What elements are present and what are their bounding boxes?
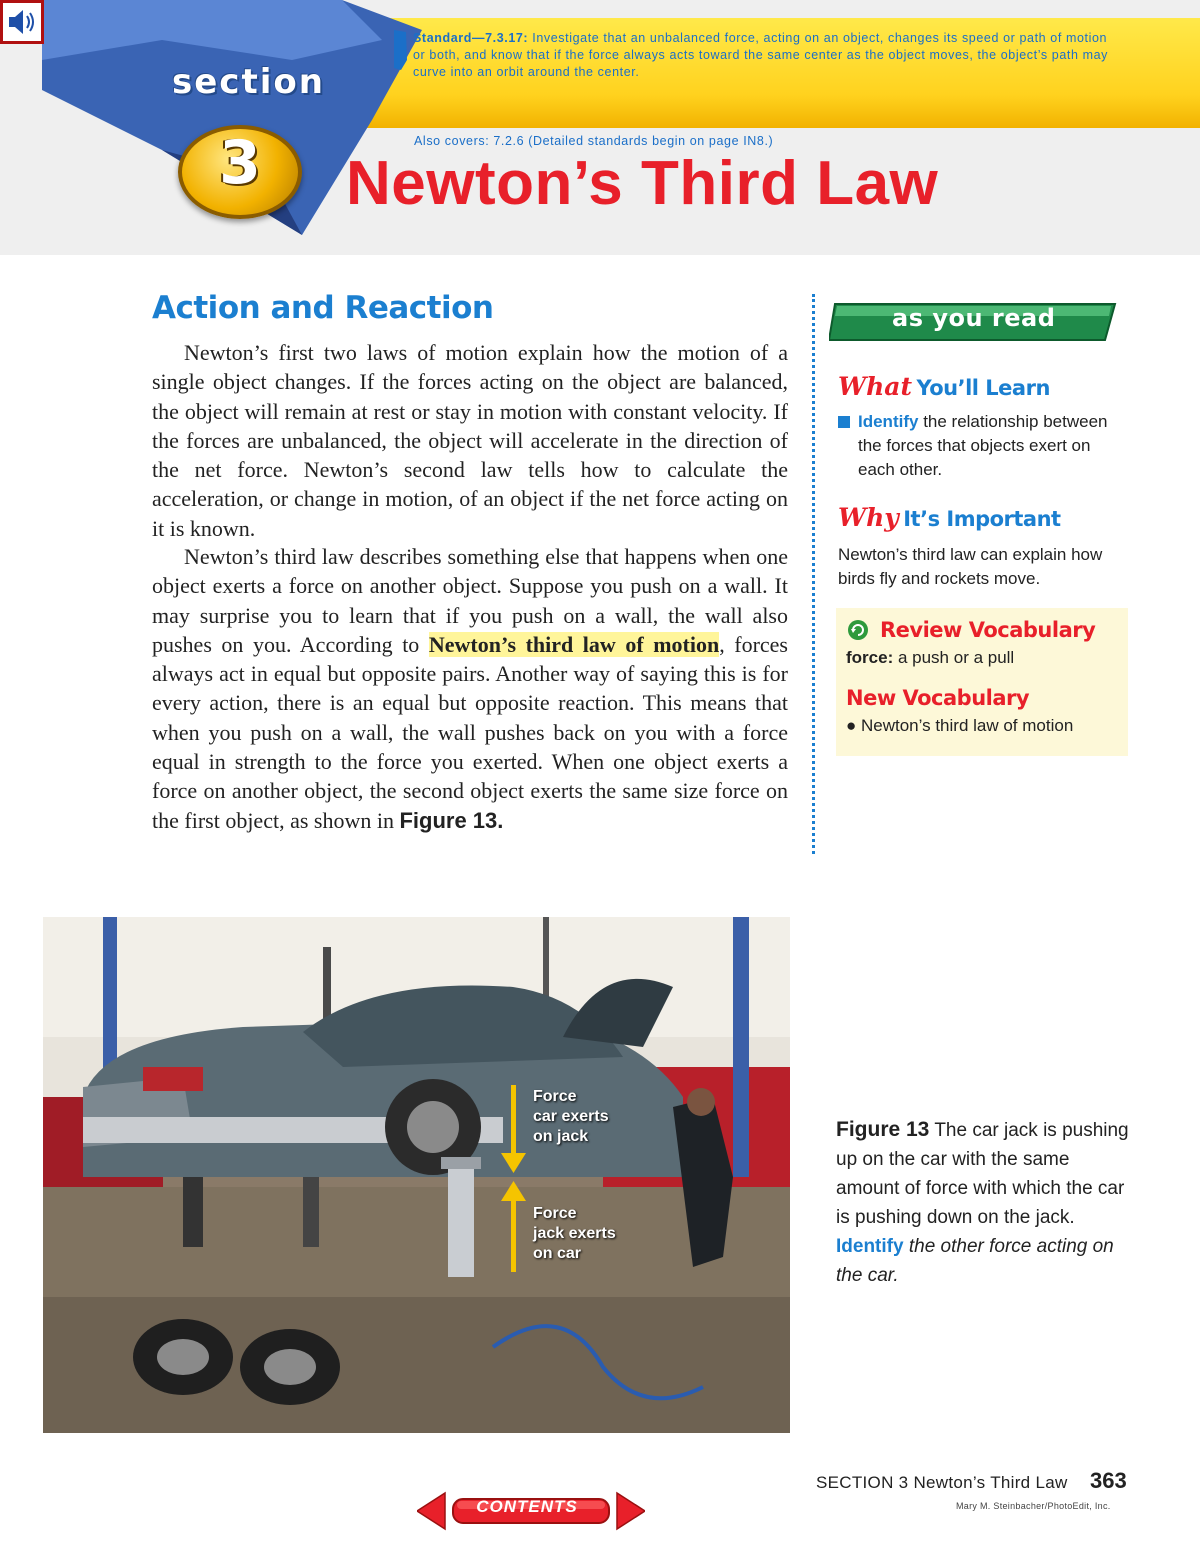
objective-text: the relationship between the forces that objects exert on each other.: [858, 412, 1108, 479]
caption-text: The car jack is pushing up on the car with the same amount of force with which the car is pushing down on the jack.: [836, 1120, 1129, 1228]
youll-learn-word: You’ll Learn: [916, 376, 1050, 400]
objective-verb: Identify: [858, 412, 919, 431]
footer-section-label: SECTION 3 Newton’s Third Law: [816, 1473, 1068, 1492]
new-vocabulary-item[interactable]: ● Newton’s third law of motion: [846, 716, 1074, 735]
force-label-line: on car: [533, 1245, 582, 1262]
standard-label: Standard—7.3.17:: [413, 31, 529, 45]
column-divider: [812, 294, 815, 854]
photo-credit: Mary M. Steinbacher/PhotoEdit, Inc.: [956, 1501, 1111, 1511]
section-number: 3: [219, 128, 261, 198]
page-number: 363: [1090, 1468, 1127, 1493]
standard-statement: [413, 30, 1113, 81]
figure-13-photo: [43, 917, 790, 1433]
garage-scene-illustration: [43, 917, 790, 1433]
page-title: Newton’s Third Law: [346, 149, 939, 218]
force-label-jack-on-car: [533, 1204, 616, 1264]
body-paragraph: Newton’s first two laws of motion explain how the motion of a single object changes. If the forces acting on the object are balanced, the object will remain at rest or stay in motion with constant velocity. If the forces are unbalanced, the object will accelerate in the direction of the net force. Newton’s second law tells how to calculate the acceleration, or change in motion, of an object if the net force acting on it is known.: [152, 340, 788, 541]
importance-text: Newton’s third law can explain how birds fly and rockets move.: [838, 545, 1103, 588]
section-heading: Action and Reaction: [152, 290, 494, 326]
also-covers: Also covers: 7.2.6 (Detailed standards begin on page IN8.): [414, 134, 774, 148]
what-word: What: [838, 372, 912, 401]
force-label-line: Force: [533, 1088, 577, 1105]
standard-body: Investigate that an unbalanced force, acting on an object, changes its speed or path of motion or both, and know that if the force always acts toward the same center as the object moves, the object’s path may curve into an orbit around the center.: [413, 31, 1108, 79]
review-meaning: a push or a pull: [897, 648, 1015, 667]
vocabulary-term[interactable]: Newton’s third law of motion: [428, 631, 720, 657]
force-label-line: car exerts: [533, 1108, 609, 1125]
paragraph-text: Newton’s third law describes something else that happens when one object exerts a force on another object. Suppose you push on a wall. It may surprise you to learn that if you push on a wall, the wall also pushes on you. According to: [152, 544, 788, 657]
contents-button[interactable]: CONTENTS: [476, 1497, 578, 1516]
what-youll-learn-heading: [838, 372, 1050, 401]
audio-button[interactable]: [0, 0, 44, 44]
as-you-read-label: as you read: [892, 304, 1056, 332]
body-paragraph: [152, 542, 788, 835]
figure-number: Figure 13: [836, 1118, 930, 1141]
its-important-word: It’s Important: [903, 507, 1061, 531]
caption-verb: Identify: [836, 1236, 904, 1257]
why-its-important-heading: [838, 503, 1061, 532]
review-definition: [846, 648, 1014, 668]
review-term: force:: [846, 648, 894, 667]
next-page-arrow-icon[interactable]: [617, 1493, 645, 1529]
force-label-line: on jack: [533, 1128, 589, 1145]
force-label-line: Force: [533, 1205, 577, 1222]
speaker-icon: [3, 3, 41, 41]
new-vocabulary-title: New Vocabulary: [846, 686, 1030, 710]
review-vocabulary-title: Review Vocabulary: [880, 618, 1096, 642]
why-word: Why: [838, 503, 899, 532]
force-label-line: jack exerts: [533, 1225, 616, 1242]
square-bullet-icon: [838, 416, 850, 428]
figure-reference[interactable]: Figure 13.: [399, 807, 504, 833]
force-label-car-on-jack: [533, 1087, 609, 1147]
section-word: section: [172, 62, 325, 102]
prev-page-arrow-icon[interactable]: [417, 1493, 445, 1529]
indiana-state-icon: [393, 30, 407, 70]
paragraph-text: , forces always act in equal but opposite pairs. Another way of saying this is for every action, there is an equal but opposite reaction. This means that when you push on a wall, the wall pushes back on you with a force equal in strength to the force you exerted. When one object exerts a force on another object, the second object exerts the same size force on the first object, as shown in: [152, 631, 788, 833]
learning-objective: [858, 410, 1128, 482]
figure-caption: [836, 1115, 1132, 1290]
caption-question: the other force acting on the car.: [836, 1236, 1114, 1286]
review-vocabulary-icon: [847, 619, 869, 641]
